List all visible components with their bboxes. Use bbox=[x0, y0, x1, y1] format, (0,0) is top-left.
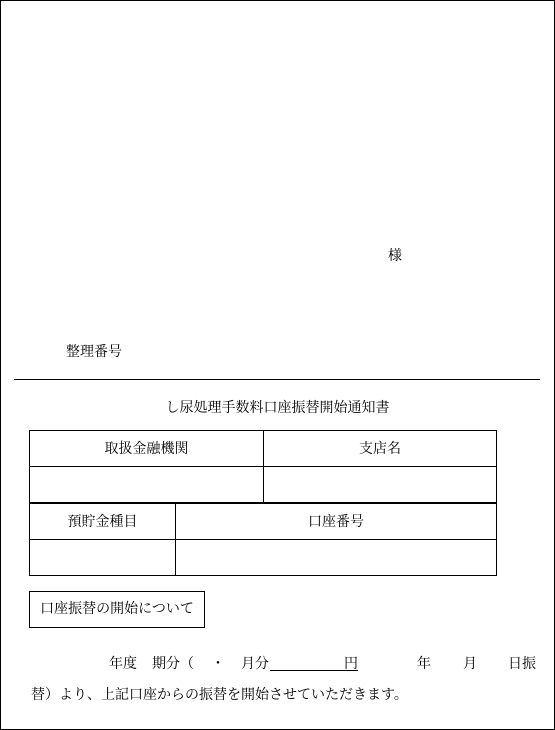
bank-name-cell bbox=[30, 467, 264, 503]
deposit-type-header: 預貯金種目 bbox=[30, 504, 176, 540]
month-label: 月分 bbox=[241, 656, 269, 672]
document-title: し尿処理手数料口座振替開始通知書 bbox=[165, 400, 390, 416]
bank-table bbox=[29, 430, 497, 503]
honorific: 様 bbox=[388, 248, 402, 264]
date-month-label: 月 bbox=[463, 656, 477, 672]
table-row bbox=[30, 431, 497, 467]
fiscal-year-label: 年度 bbox=[109, 656, 137, 672]
reference-number-label: 整理番号 bbox=[66, 344, 122, 360]
account-number-cell bbox=[176, 540, 497, 576]
account-number-header: 口座番号 bbox=[176, 504, 497, 540]
branch-name-header: 支店名 bbox=[264, 431, 497, 467]
date-day-label: 日振 bbox=[508, 656, 536, 672]
account-table bbox=[29, 503, 497, 576]
notice-body-text: 替）より、上記口座からの振替を開始させていただきます。 bbox=[31, 687, 408, 703]
period-label: 期分（ bbox=[152, 656, 194, 672]
branch-name-cell bbox=[264, 467, 497, 503]
section-heading: 口座振替の開始について bbox=[29, 591, 205, 628]
table-row bbox=[30, 504, 497, 540]
deposit-type-cell bbox=[30, 540, 176, 576]
table-row bbox=[30, 467, 497, 503]
date-year-label: 年 bbox=[417, 656, 431, 672]
divider bbox=[14, 379, 540, 380]
yen-label: 円 bbox=[344, 656, 358, 672]
bank-name-header: 取扱金融機関 bbox=[30, 431, 264, 467]
period-separator: ・ bbox=[211, 656, 225, 672]
table-row bbox=[30, 540, 497, 576]
